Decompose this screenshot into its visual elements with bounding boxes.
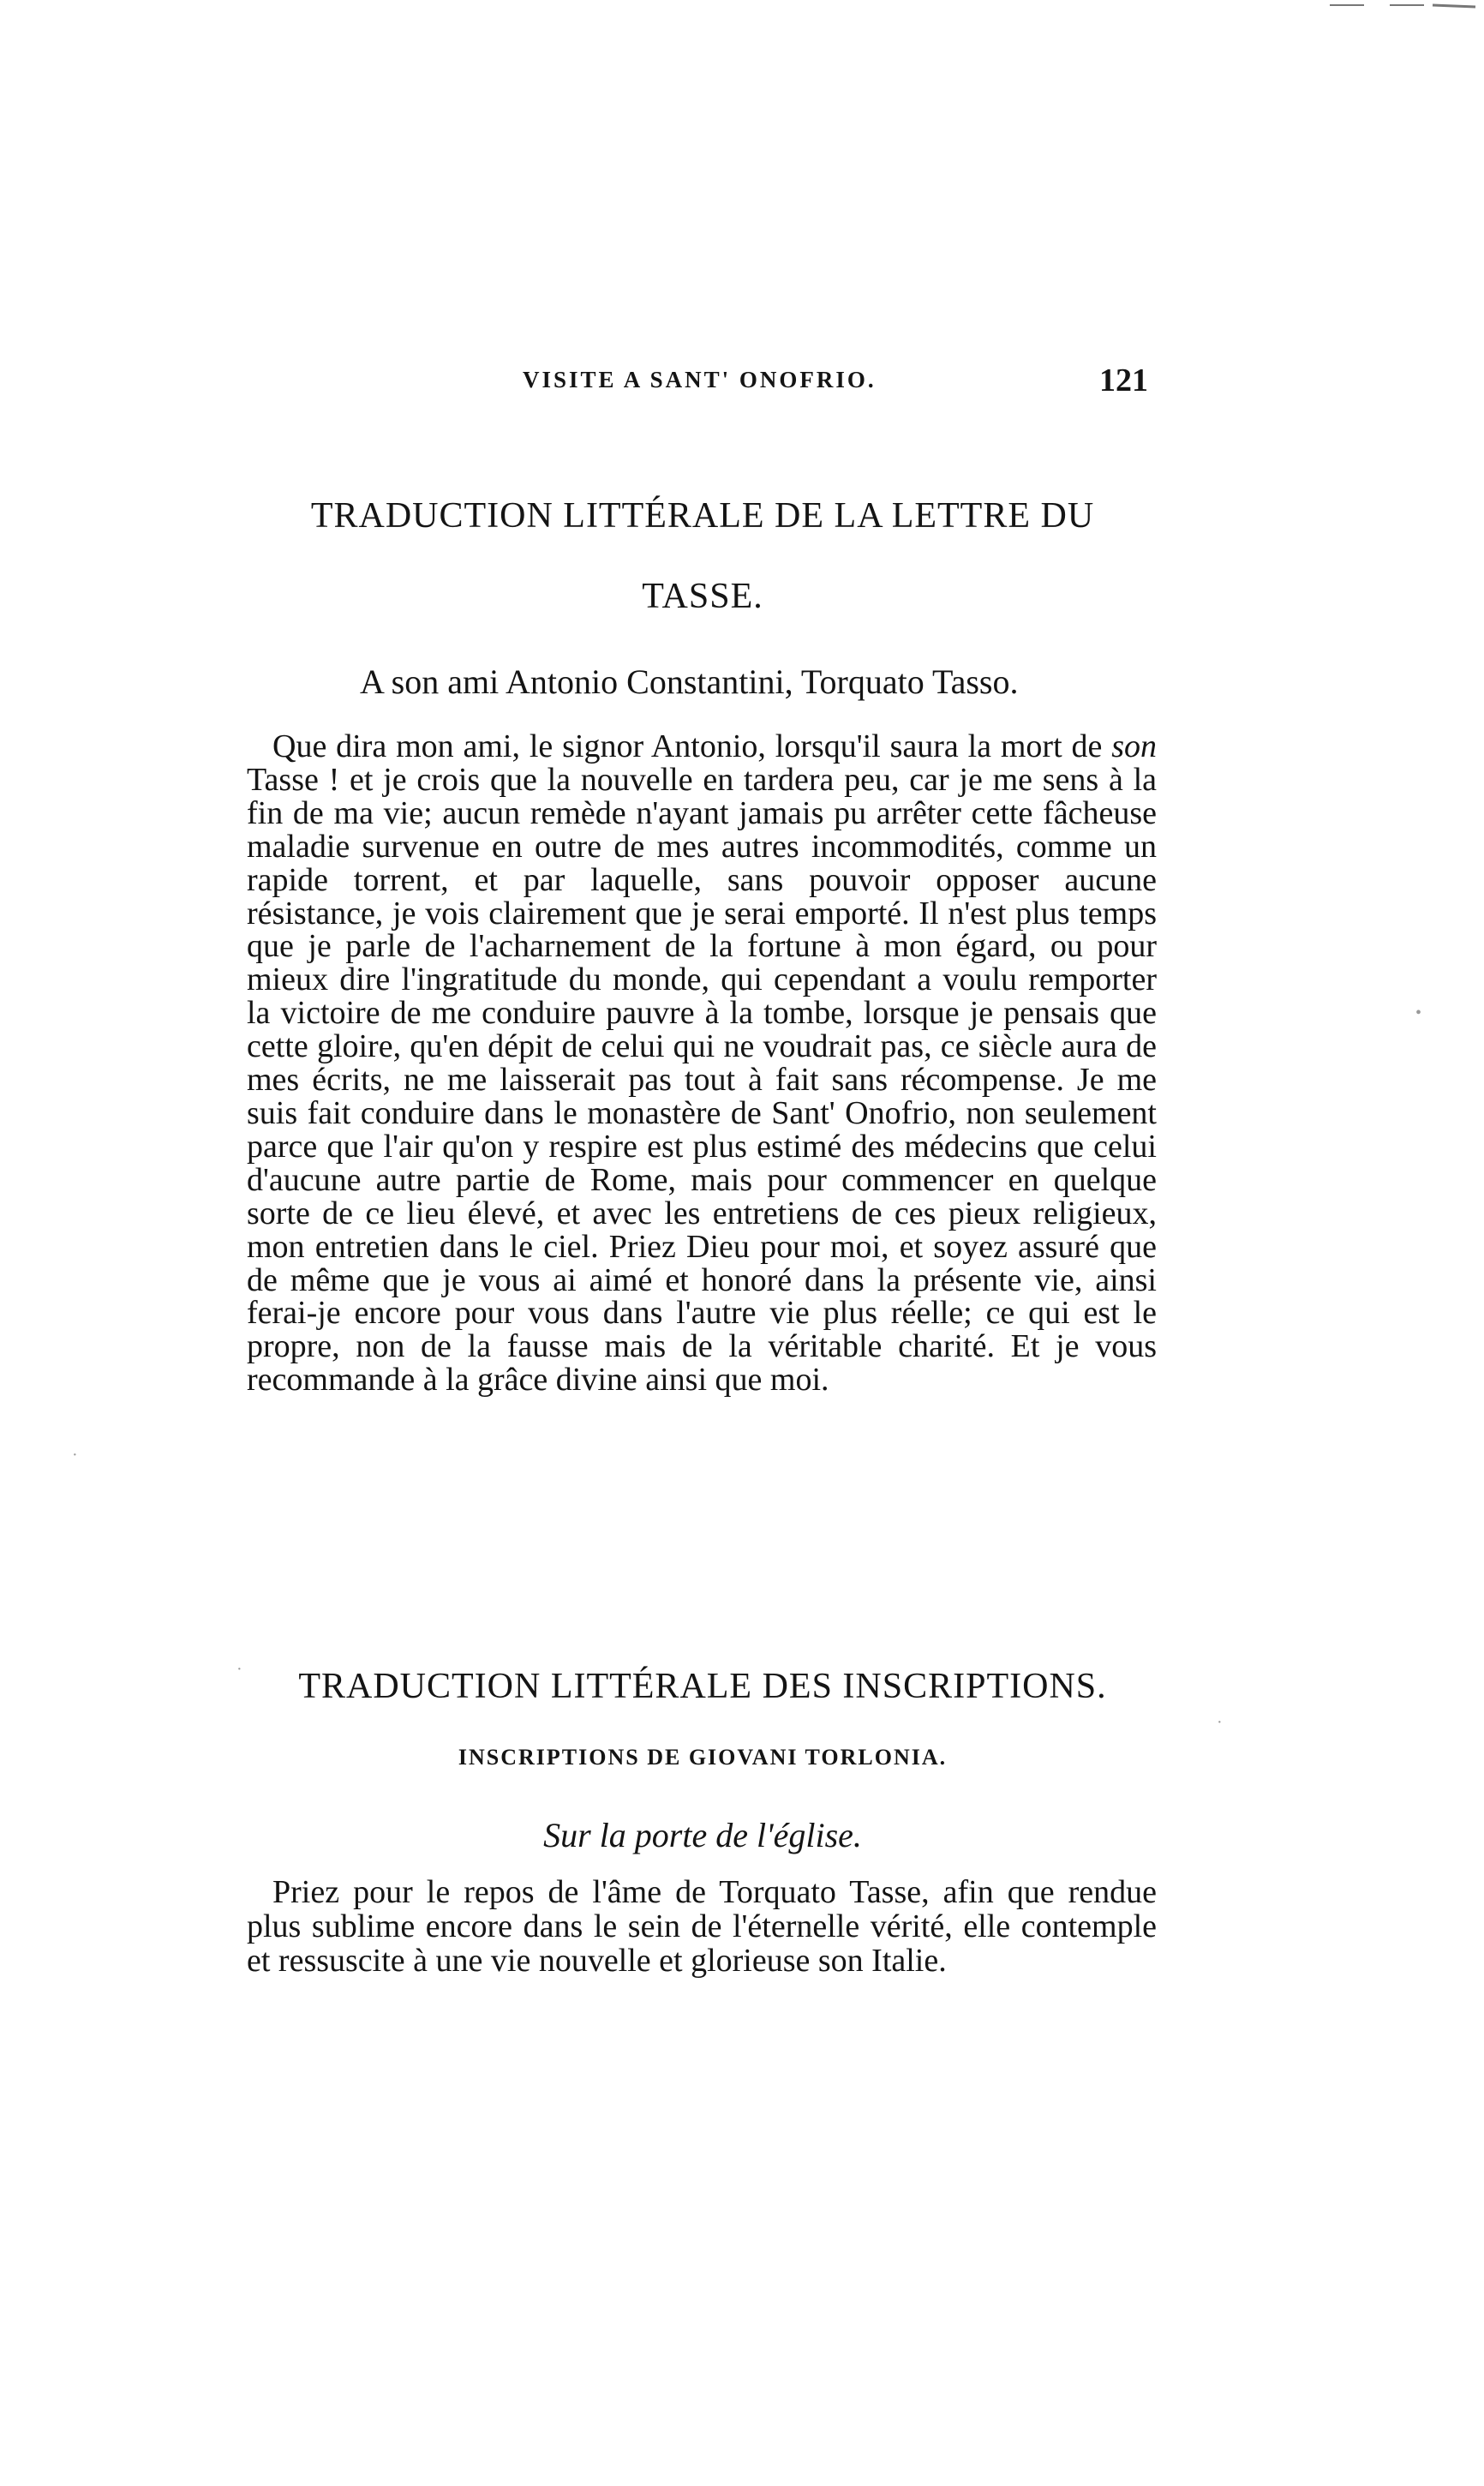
scan-edge-lines (1313, 0, 1484, 17)
running-header (248, 362, 1165, 408)
margin-speck: · (72, 1446, 78, 1465)
letter-title-line-2: TASSE. (642, 577, 763, 616)
running-title: VISITE A SANT' ONOFRIO. (523, 367, 877, 392)
letter-body-italic: son (1111, 728, 1157, 764)
margin-speck: • (1415, 1003, 1422, 1022)
margin-speck: · (236, 1660, 242, 1679)
inscription-text: Priez pour le repos de l'âme de Torquato Tasse, afin que rendue plus sublime encore dans le sein de l'éternelle vérité, elle contemple et ressuscite à une vie nouvelle et glorieuse son Italie. (247, 1874, 1157, 1979)
letter-title-line-1: TRADUCTION LITTÉRALE DE LA LETTRE DU (310, 496, 1095, 536)
letter-body (247, 730, 1157, 1397)
margin-speck: · (1217, 1713, 1223, 1732)
letter-body-start: Que dira mon ami, le signor Antonio, lorsqu'il saura la mort de (272, 728, 1112, 764)
inscriptions-title: TRADUCTION LITTÉRALE DES INSCRIPTIONS. (298, 1667, 1107, 1706)
letter-address: A son ami Antonio Constantini, Torquato Tasso. (360, 662, 1019, 701)
letter-body-rest: Tasse ! et je crois que la nouvelle en tardera peu, car je me sens à la fin de ma vie; aucun remède n'ayant jamais pu arrêter cette fâcheuse maladie survenue en outre de mes autres incommodités, comme un rapide torrent, et par laquelle, sans pouvoir opposer aucune résistance, je vois clairement que je serai emporté. Il n'est plus temps que je parle de l'acharnement de la fortune à mon égard, ou pour mieux dire l'ingratitude du monde, qui cependant a voulu remporter la victoire de me conduire pauvre à la tombe, lorsque je pensais que cette gloire, qu'en dépit de celui qui ne voudrait pas, ce siècle aura de mes écrits, ne me laisserait pas tout à fait sans récompense. Je me suis fait conduire dans le monastère de Sant' Onofrio, non seulement parce que l'air qu'on y respire est plus estimé des médecins que celui d'aucune autre partie de Rome, mais pour commencer en quelque sorte de ce lieu élevé, et avec les entretiens de ces pieux religieux, mon entretien dans le ciel. Priez Dieu pour moi, et soyez assuré que de même que je vous ai aimé et honoré dans la présente vie, ainsi ferai-je encore pour vous dans l'autre vie plus réelle; ce qui est le propre, non de la fausse mais de la véritable charité. Et je vous recommande à la grâce divine ainsi que moi. (247, 761, 1157, 1399)
inscriptions-subtitle: INSCRIPTIONS DE GIOVANI TORLONIA. (458, 1745, 948, 1770)
page-number: 121 (1099, 362, 1148, 398)
inscription-location-heading: Sur la porte de l'église. (543, 1816, 862, 1854)
